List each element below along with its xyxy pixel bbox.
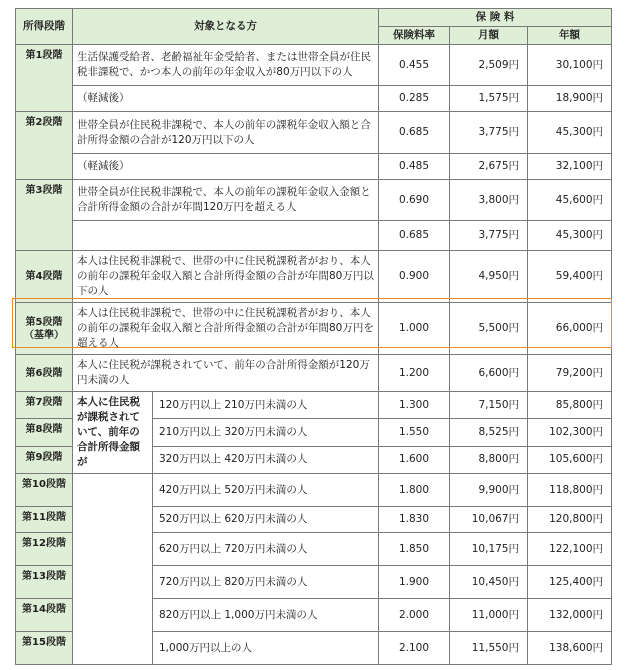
stage-cell: 第11段階	[16, 507, 73, 533]
range-cell: 120万円以上 210万円未満の人	[153, 392, 379, 419]
monthly-cell: 4,950円	[450, 251, 528, 303]
monthly-cell: 2,509円	[450, 45, 528, 86]
stage-cell: 第4段階	[16, 251, 73, 303]
table-row	[16, 86, 612, 112]
table-row	[16, 180, 612, 221]
rate-cell: 0.455	[379, 45, 450, 86]
monthly-cell: 11,000円	[450, 599, 528, 632]
annual-cell: 18,900円	[528, 86, 612, 112]
monthly-cell: 10,175円	[450, 533, 528, 566]
range-cell: 1,000万円以上の人	[153, 632, 379, 665]
monthly-cell: 1,575円	[450, 86, 528, 112]
annual-cell: 132,000円	[528, 599, 612, 632]
rate-cell: 0.485	[379, 154, 450, 180]
rate-cell: 2.100	[379, 632, 450, 665]
range-cell: 820万円以上 1,000万円未満の人	[153, 599, 379, 632]
monthly-cell: 6,600円	[450, 355, 528, 392]
rate-cell: 1.800	[379, 474, 450, 507]
range-cell: 210万円以上 320万円未満の人	[153, 419, 379, 446]
table-row	[16, 112, 612, 154]
range-cell: 520万円以上 620万円未満の人	[153, 507, 379, 533]
rate-cell: 1.200	[379, 355, 450, 392]
annual-cell: 79,200円	[528, 355, 612, 392]
monthly-cell: 11,550円	[450, 632, 528, 665]
desc-cell: （軽減後）	[73, 86, 379, 112]
monthly-cell: 3,800円	[450, 180, 528, 221]
rate-cell: 1.830	[379, 507, 450, 533]
table-row	[16, 474, 612, 507]
rate-cell: 1.000	[379, 303, 450, 355]
annual-cell: 105,600円	[528, 446, 612, 473]
header-insurance: 保 険 料	[379, 9, 612, 27]
stage-cell: 第6段階	[16, 355, 73, 392]
stage-cell: 第15段階	[16, 632, 73, 665]
monthly-cell: 3,775円	[450, 112, 528, 154]
annual-cell: 138,600円	[528, 632, 612, 665]
monthly-cell: 2,675円	[450, 154, 528, 180]
subgroup-spacer	[73, 474, 153, 665]
header-monthly: 月額	[450, 27, 528, 45]
monthly-cell: 10,450円	[450, 566, 528, 599]
annual-cell: 30,100円	[528, 45, 612, 86]
stage-cell: 第1段階	[16, 45, 73, 112]
rate-cell: 0.685	[379, 221, 450, 251]
desc-cell: 生活保護受給者、老齢福祉年金受給者、または世帯全員が住民税非課税で、かつ本人の前年の年金収入が80万円以下の人	[73, 45, 379, 86]
table-row	[16, 355, 612, 392]
monthly-cell: 10,067円	[450, 507, 528, 533]
monthly-cell: 9,900円	[450, 474, 528, 507]
rate-cell: 0.285	[379, 86, 450, 112]
stage-cell: 第3段階	[16, 180, 73, 251]
header-rate: 保険料率	[379, 27, 450, 45]
desc-cell: 本人は住民税非課税で、世帯の中に住民税課税者がおり、本人の前年の課税年金収入額と合計所得金額の合計が年間80万円以下の人	[73, 251, 379, 303]
monthly-cell: 5,500円	[450, 303, 528, 355]
table-row	[16, 392, 612, 419]
annual-cell: 45,300円	[528, 221, 612, 251]
rate-cell: 0.685	[379, 112, 450, 154]
annual-cell: 32,100円	[528, 154, 612, 180]
desc-cell: （軽減後）	[73, 154, 379, 180]
stage-cell: 第7段階	[16, 392, 73, 419]
monthly-cell: 8,525円	[450, 419, 528, 446]
range-cell: 620万円以上 720万円未満の人	[153, 533, 379, 566]
desc-cell: 世帯全員が住民税非課税で、本人の前年の課税年金収入金額と合計所得金額の合計が年間120万円を超える人	[73, 180, 379, 221]
table-row	[16, 221, 612, 251]
monthly-cell: 3,775円	[450, 221, 528, 251]
annual-cell: 125,400円	[528, 566, 612, 599]
header-annual: 年額	[528, 27, 612, 45]
subgroup-label: 本人に住民税が課税されていて、前年の合計所得金額が	[73, 392, 153, 474]
desc-cell: 本人は住民税非課税で、世帯の中に住民税課税者がおり、本人の前年の課税年金収入額と合計所得金額の合計が年間80万円を超える人	[73, 303, 379, 355]
rate-cell: 1.850	[379, 533, 450, 566]
header-target: 対象となる方	[73, 9, 379, 45]
stage-cell: 第12段階	[16, 533, 73, 566]
stage-cell: 第10段階	[16, 474, 73, 507]
annual-cell: 120,800円	[528, 507, 612, 533]
rate-cell: 1.300	[379, 392, 450, 419]
rate-cell: 1.550	[379, 419, 450, 446]
rate-cell: 2.000	[379, 599, 450, 632]
rate-cell: 0.690	[379, 180, 450, 221]
table-row	[16, 154, 612, 180]
stage-cell: 第2段階	[16, 112, 73, 180]
monthly-cell: 8,800円	[450, 446, 528, 473]
monthly-cell: 7,150円	[450, 392, 528, 419]
desc-cell: 世帯全員が住民税非課税で、本人の前年の課税年金収入額と合計所得金額の合計が120万円以下の人	[73, 112, 379, 154]
stage-cell: 第14段階	[16, 599, 73, 632]
rate-cell: 0.900	[379, 251, 450, 303]
header-stage: 所得段階	[16, 9, 73, 45]
table-row	[16, 45, 612, 86]
stage-cell: 第5段階 （基準）	[16, 303, 73, 355]
annual-cell: 122,100円	[528, 533, 612, 566]
annual-cell: 66,000円	[528, 303, 612, 355]
premium-table	[15, 8, 612, 665]
range-cell: 720万円以上 820万円未満の人	[153, 566, 379, 599]
stage-cell: 第8段階	[16, 419, 73, 446]
rate-cell: 1.600	[379, 446, 450, 473]
stage-cell: 第13段階	[16, 566, 73, 599]
table-row-highlighted	[16, 303, 612, 355]
desc-cell: 本人に住民税が課税されていて、前年の合計所得金額が120万円未満の人	[73, 355, 379, 392]
annual-cell: 102,300円	[528, 419, 612, 446]
annual-cell: 59,400円	[528, 251, 612, 303]
annual-cell: 45,300円	[528, 112, 612, 154]
annual-cell: 85,800円	[528, 392, 612, 419]
desc-cell	[73, 221, 379, 251]
range-cell: 420万円以上 520万円未満の人	[153, 474, 379, 507]
annual-cell: 45,600円	[528, 180, 612, 221]
rate-cell: 1.900	[379, 566, 450, 599]
annual-cell: 118,800円	[528, 474, 612, 507]
table-row	[16, 251, 612, 303]
stage-cell: 第9段階	[16, 446, 73, 473]
range-cell: 320万円以上 420万円未満の人	[153, 446, 379, 473]
